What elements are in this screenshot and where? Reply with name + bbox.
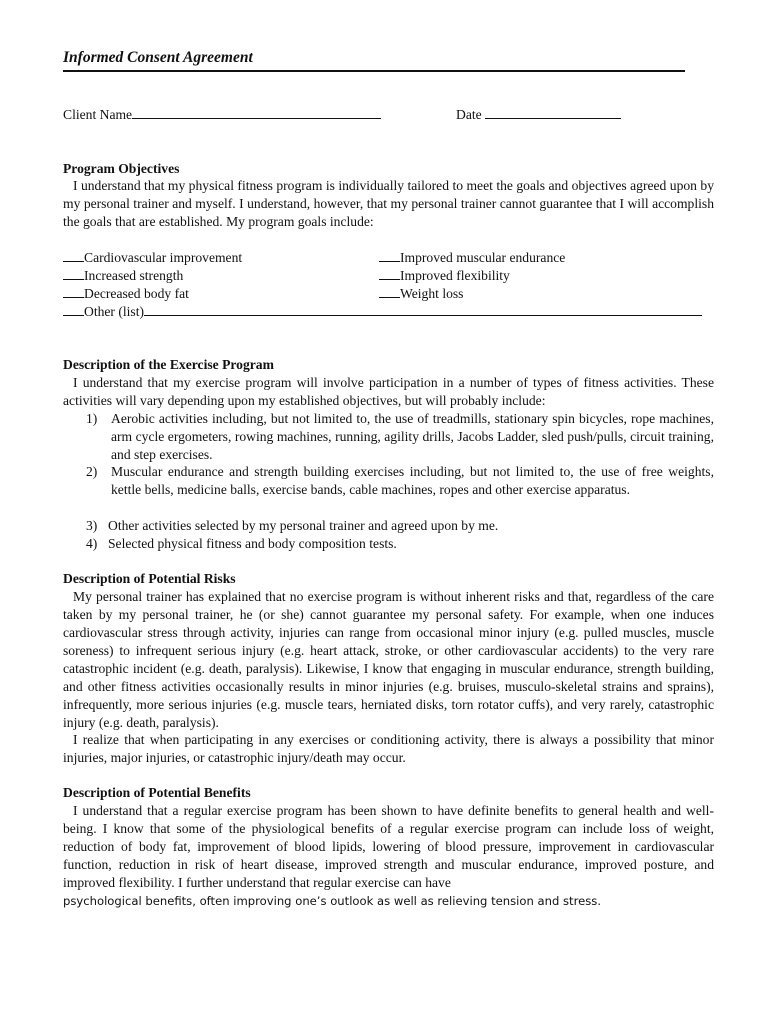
goal-label: Weight loss [400,286,464,301]
goal-item [379,248,565,267]
list-item [86,535,714,553]
objectives-text: I understand that my physical fitness program is individually tailored to meet the goals and objectives agreed upon by my personal trainer and myself. I understand, however, that my personal trainer cannot guarantee that I will accomplish the goals that are established. My program goals include: [63,178,714,229]
risks-paragraph-1: My personal trainer has explained that no exercise program is without inherent risks and that, regardless of the care taken by my personal trainer, he (or she) cannot guarantee my personal safety. For example, when one induces cardiovascular stress through activity, injuries can range from occasional minor injury (e.g. pulled muscles, muscle soreness) to infrequent serious injury (e.g. heart attack, stroke, or other cardiovascular accidents) to the very rare catastrophic incident (e.g. death, paralysis). Likewise, I know that engaging in muscular endurance, strength building, and other fitness activities occasionally results in minor injuries (e.g. bruises, musculo-skeletal strains and sprains), infrequently, more serious injuries (e.g. muscle tears, herniated disks, torn rotator cuffs), and very rarely, catastrophic injury (e.g. death, paralysis). [63,589,714,730]
goal-checkbox[interactable] [63,266,84,280]
list-item [86,410,714,464]
client-name-field[interactable] [132,105,381,119]
date-row [456,105,621,124]
goal-checkbox[interactable] [63,284,84,298]
form-title: Informed Consent Agreement [63,49,253,66]
exercise-intro: I understand that my exercise program will involve participation in a number of types of fitness activities. These activities will vary depending upon my established objectives, but will probably include: [63,375,714,408]
list-item [86,517,714,535]
goal-item [63,284,189,303]
list-item-text: Selected physical fitness and body composition tests. [108,536,397,551]
goal-label: Improved muscular endurance [400,250,566,265]
client-name-row [63,105,381,124]
benefits-heading: Description of Potential Benefits [63,785,251,800]
goal-label: Other (list) [84,304,145,319]
objectives-heading: Program Objectives [63,161,180,176]
list-item [86,463,714,499]
goal-checkbox[interactable] [379,248,400,262]
risks-heading: Description of Potential Risks [63,571,236,586]
goal-item [379,284,463,303]
goal-checkbox[interactable] [63,248,84,262]
other-goals-field[interactable] [144,302,702,316]
goal-item-other [63,302,702,321]
goal-checkbox[interactable] [63,302,84,316]
list-item-text: Aerobic activities including, but not limited to, the use of treadmills, stationary spin bicycles, rope machines, arm cycle ergometers, rowing machines, running, agility drills, Jacobs Ladder, sled push/pulls, circuit training, and step exercises. [111,411,714,462]
list-item-number: 2) [86,464,98,479]
goal-checkbox[interactable] [379,266,400,280]
date-label: Date [456,107,482,122]
list-item-text: Muscular endurance and strength building exercises including, but not limited to, the use of free weights, kettle bells, medicine balls, exercise bands, cable machines, ropes and other exercise apparatus. [111,464,714,497]
list-item-number: 3) [86,518,98,533]
date-field[interactable] [485,105,621,119]
client-name-label: Client Name [63,107,133,122]
goal-item [63,248,242,267]
goal-item [379,266,510,285]
risks-paragraph-2: I realize that when participating in any exercises or conditioning activity, there is always a possibility that minor injuries, major injuries, or catastrophic injury/death may occur. [63,732,714,765]
benefits-paragraph: I understand that a regular exercise program has been shown to have definite benefits to general health and well-being. I know that some of the physiological benefits of a regular exercise program can include loss of weight, reduction of body fat, improvement of blood lipids, lowering of blood pressure, improvement in cardiovascular function, reduction in risk of heart disease, improved strength and muscular endurance, improved posture, and improved flexibility. I further understand that regular exercise can have [63,803,714,890]
goal-label: Improved flexibility [400,268,510,283]
goal-label: Increased strength [84,268,184,283]
goal-label: Decreased body fat [84,286,189,301]
list-item-number: 4) [86,536,98,551]
list-item-text: Other activities selected by my personal trainer and agreed upon by me. [108,518,499,533]
list-item-number: 1) [86,411,98,426]
goal-item [63,266,183,285]
goal-label: Cardiovascular improvement [84,250,243,265]
benefits-paragraph-end: psychological benefits, often improving one’s outlook as well as relieving tension and stress. [63,894,602,908]
exercise-heading: Description of the Exercise Program [63,357,274,372]
goal-checkbox[interactable] [379,284,400,298]
